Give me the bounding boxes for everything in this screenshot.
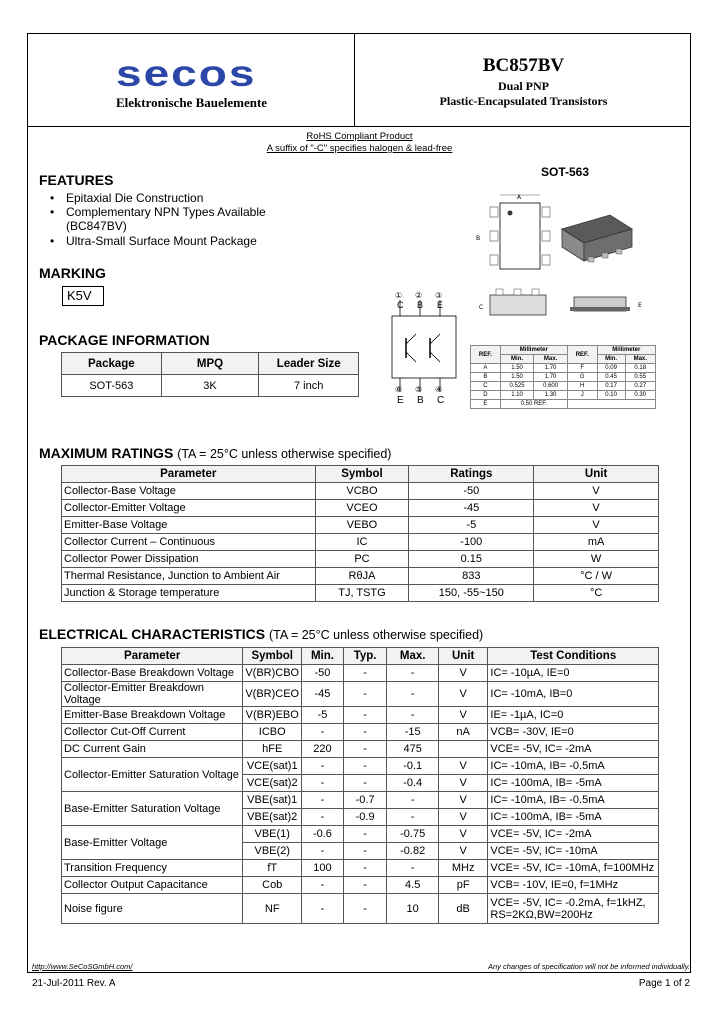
table-cell: VEBO xyxy=(315,517,409,534)
table-header: Parameter xyxy=(62,648,243,665)
table-cell: VBE(1) xyxy=(243,826,302,843)
table-cell: VBE(2) xyxy=(243,843,302,860)
table-cell: - xyxy=(302,792,344,809)
elec-char-title: ELECTRICAL CHARACTERISTICS (TA = 25°C unless otherwise specified) xyxy=(39,626,484,642)
dim-cell xyxy=(567,400,655,409)
table-row xyxy=(62,551,659,568)
table-cell: Collector Output Capacitance xyxy=(62,877,243,894)
table-row xyxy=(62,894,659,924)
pin-num: ③ xyxy=(435,291,443,300)
dim-cell: D xyxy=(471,391,501,400)
table-cell: VCE= -5V, IC= -10mA xyxy=(488,843,659,860)
table-header: Symbol xyxy=(243,648,302,665)
dim-cell: 1.70 xyxy=(534,364,568,373)
table-cell: °C xyxy=(534,585,659,602)
dim-sub: Min. xyxy=(597,355,625,364)
table-row xyxy=(62,758,659,775)
table-cell: - xyxy=(343,707,387,724)
table-cell: Collector Current – Continuous xyxy=(62,534,316,551)
table-cell: RθJA xyxy=(315,568,409,585)
dim-cell: 1.30 xyxy=(534,391,568,400)
table-cell: - xyxy=(387,665,439,682)
table-cell: Junction & Storage temperature xyxy=(62,585,316,602)
table-cell: Transition Frequency xyxy=(62,860,243,877)
table-cell: V(BR)CBO xyxy=(243,665,302,682)
table-row xyxy=(62,860,659,877)
table-cell: IE= -1µA, IC=0 xyxy=(488,707,659,724)
dim-cell: 0.55 xyxy=(625,373,655,382)
dim-header: REF. xyxy=(471,346,501,364)
pin-label: B xyxy=(417,300,424,310)
dim-cell: E xyxy=(471,400,501,409)
table-cell: IC= -100mA, IB= -5mA xyxy=(488,775,659,792)
dim-cell: 1.10 xyxy=(500,391,534,400)
table-cell: VCE(sat)1 xyxy=(243,758,302,775)
table-cell: -15 xyxy=(387,724,439,741)
table-cell: VCBO xyxy=(315,483,409,500)
dim-cell: 0.10 xyxy=(597,391,625,400)
table-header: Min. xyxy=(302,648,344,665)
package-outline-drawing xyxy=(470,185,690,325)
table-cell: - xyxy=(343,843,387,860)
table-cell: fT xyxy=(243,860,302,877)
table-cell: - xyxy=(343,741,387,758)
table-cell: TJ, TSTG xyxy=(315,585,409,602)
table-cell: - xyxy=(343,860,387,877)
table-cell: V(BR)CEO xyxy=(243,682,302,707)
table-cell: VCE= -5V, IC= -0.2mA, f=1kHZ, RS=2KΩ,BW=200Hz xyxy=(488,894,659,924)
table-cell: - xyxy=(387,707,439,724)
table-header: Typ. xyxy=(343,648,387,665)
table-cell: 10 xyxy=(387,894,439,924)
table-cell: 220 xyxy=(302,741,344,758)
table-cell: VCB= -30V, IE=0 xyxy=(488,724,659,741)
table-cell: IC= -10mA, IB=0 xyxy=(488,682,659,707)
table-cell: V xyxy=(438,826,487,843)
table-row xyxy=(62,792,659,809)
dim-cell: 1.50 xyxy=(500,373,534,382)
table-cell: V xyxy=(438,809,487,826)
table-row xyxy=(62,741,659,758)
dim-cell: 0.600 xyxy=(534,382,568,391)
table-cell: 3K xyxy=(161,375,259,397)
table-cell: MHz xyxy=(438,860,487,877)
part-subtitle-2: Plastic-Encapsulated Transistors xyxy=(439,94,608,108)
table-cell: -0.6 xyxy=(302,826,344,843)
table-header: Unit xyxy=(534,466,659,483)
table-row xyxy=(471,391,656,400)
table-cell: V xyxy=(438,843,487,860)
max-ratings-title: MAXIMUM RATINGS (TA = 25°C unless otherwise specified) xyxy=(39,445,392,461)
table-cell: Cob xyxy=(243,877,302,894)
table-cell: IC= -100mA, IB= -5mA xyxy=(488,809,659,826)
table-cell: -0.82 xyxy=(387,843,439,860)
table-cell: -5 xyxy=(409,517,534,534)
dim-cell: 1.70 xyxy=(534,373,568,382)
footer-url[interactable]: http://www.SeCoSGmbH.com/ xyxy=(32,962,133,971)
table-cell: - xyxy=(302,775,344,792)
table-row xyxy=(62,500,659,517)
elec-char-table xyxy=(61,647,659,924)
dim-cell: 0.30 xyxy=(625,391,655,400)
table-cell: - xyxy=(302,809,344,826)
table-cell: - xyxy=(343,877,387,894)
table-cell: 7 inch xyxy=(259,375,359,397)
table-cell: V xyxy=(534,517,659,534)
table-cell: dB xyxy=(438,894,487,924)
svg-text:A: A xyxy=(517,194,522,201)
table-cell: -50 xyxy=(302,665,344,682)
table-header: Package xyxy=(62,353,162,375)
footer-note: Any changes of specification will not be informed individually. xyxy=(487,962,690,971)
table-cell: VCE= -5V, IC= -2mA xyxy=(488,826,659,843)
table-cell: -5 xyxy=(302,707,344,724)
table-cell: V xyxy=(438,775,487,792)
header-divider xyxy=(28,126,691,127)
table-header: Symbol xyxy=(315,466,409,483)
table-header: Max. xyxy=(387,648,439,665)
table-cell: Collector Power Dissipation xyxy=(62,551,316,568)
dim-cell: 0.45 xyxy=(597,373,625,382)
table-cell: -50 xyxy=(409,483,534,500)
table-row xyxy=(62,517,659,534)
elec-char-condition: (TA = 25°C unless otherwise specified) xyxy=(268,628,484,642)
dim-sub: Min. xyxy=(500,355,534,364)
table-cell: SOT-563 xyxy=(62,375,162,397)
table-cell: Noise figure xyxy=(62,894,243,924)
table-row xyxy=(62,826,659,843)
dim-cell: B xyxy=(471,373,501,382)
table-cell: NF xyxy=(243,894,302,924)
table-cell: Thermal Resistance, Junction to Ambient Air xyxy=(62,568,316,585)
table-cell: VCE(sat)2 xyxy=(243,775,302,792)
table-cell: VCE= -5V, IC= -10mA, f=100MHz xyxy=(488,860,659,877)
table-cell: -0.7 xyxy=(343,792,387,809)
dim-cell: 1.50 xyxy=(500,364,534,373)
table-cell: - xyxy=(302,877,344,894)
table-cell: - xyxy=(343,665,387,682)
table-header: Unit xyxy=(438,648,487,665)
pin-num: ⑥ xyxy=(395,385,403,394)
table-cell: -45 xyxy=(409,500,534,517)
package-info-table xyxy=(61,352,359,397)
dimension-table xyxy=(470,345,656,409)
table-cell: - xyxy=(387,792,439,809)
table-cell: Emitter-Base Breakdown Voltage xyxy=(62,707,243,724)
feature-item: • Ultra-Small Surface Mount Package xyxy=(50,234,257,248)
table-cell: - xyxy=(387,860,439,877)
table-cell: IC= -10mA, IB= -0.5mA xyxy=(488,792,659,809)
svg-text:C: C xyxy=(479,304,484,311)
table-cell: IC xyxy=(315,534,409,551)
table-header: Ratings xyxy=(409,466,534,483)
dim-cell: 0.525 xyxy=(500,382,534,391)
company-logo: secos xyxy=(116,52,257,95)
pin-label: B xyxy=(417,395,424,406)
table-cell: Collector Cut-Off Current xyxy=(62,724,243,741)
table-cell: - xyxy=(387,809,439,826)
table-row xyxy=(471,382,656,391)
table-cell: V xyxy=(438,707,487,724)
table-cell: 4.5 xyxy=(387,877,439,894)
table-cell: - xyxy=(302,843,344,860)
table-row xyxy=(62,877,659,894)
table-row xyxy=(62,534,659,551)
table-cell: VCE= -5V, IC= -2mA xyxy=(488,741,659,758)
table-row xyxy=(62,483,659,500)
svg-text:B: B xyxy=(476,235,481,242)
dim-cell: G xyxy=(567,373,597,382)
table-cell: 100 xyxy=(302,860,344,877)
package-name: SOT-563 xyxy=(541,165,590,179)
pin-label: C xyxy=(397,300,404,310)
table-cell: VCEO xyxy=(315,500,409,517)
features-title: FEATURES xyxy=(39,172,114,188)
table-cell xyxy=(438,741,487,758)
dim-cell: 0.27 xyxy=(625,382,655,391)
table-row xyxy=(471,373,656,382)
table-cell: - xyxy=(302,724,344,741)
table-cell: mA xyxy=(534,534,659,551)
company-tagline: Elektronische Bauelemente xyxy=(116,95,268,110)
pin-num: ② xyxy=(415,291,423,300)
dim-cell: C xyxy=(471,382,501,391)
dim-cell: A xyxy=(471,364,501,373)
table-cell: V xyxy=(438,792,487,809)
table-cell: IC= -10mA, IB= -0.5mA xyxy=(488,758,659,775)
table-cell: V xyxy=(534,500,659,517)
pin-label: C xyxy=(437,395,445,406)
table-cell: V xyxy=(438,758,487,775)
dim-sub: Max. xyxy=(625,355,655,364)
table-header: Test Conditions xyxy=(488,648,659,665)
table-row xyxy=(62,707,659,724)
table-cell: - xyxy=(387,682,439,707)
table-row xyxy=(62,724,659,741)
dim-sub: Max. xyxy=(534,355,568,364)
dim-cell: 0.09 xyxy=(597,364,625,373)
part-subtitle-1: Dual PNP xyxy=(498,79,549,93)
pin-num: ④ xyxy=(435,385,443,394)
table-cell: nA xyxy=(438,724,487,741)
rohs-line-1: RoHS Compliant Product xyxy=(306,131,413,142)
feature-item: • Epitaxial Die Construction xyxy=(50,191,204,205)
table-cell: °C / W xyxy=(534,568,659,585)
table-cell: ICBO xyxy=(243,724,302,741)
dim-header: REF. xyxy=(567,346,597,364)
pin-label: E xyxy=(397,395,404,406)
table-row xyxy=(471,364,656,373)
table-cell: -0.75 xyxy=(387,826,439,843)
table-cell: -0.9 xyxy=(343,809,387,826)
table-cell: PC xyxy=(315,551,409,568)
marking-code: K5V xyxy=(62,286,104,306)
table-row xyxy=(471,400,656,409)
table-cell: -100 xyxy=(409,534,534,551)
pin-num: ⑤ xyxy=(415,385,423,394)
table-cell: hFE xyxy=(243,741,302,758)
feature-item: • Complementary NPN Types Available xyxy=(50,205,266,219)
table-cell: VCB= -10V, IE=0, f=1MHz xyxy=(488,877,659,894)
table-cell: DC Current Gain xyxy=(62,741,243,758)
max-ratings-table xyxy=(61,465,659,602)
table-cell: - xyxy=(343,826,387,843)
package-info-title: PACKAGE INFORMATION xyxy=(39,332,210,348)
table-cell: Collector-Base Breakdown Voltage xyxy=(62,665,243,682)
dim-header: Millimeter xyxy=(597,346,655,355)
table-cell: - xyxy=(343,724,387,741)
dim-cell: 0.17 xyxy=(597,382,625,391)
dim-cell: J xyxy=(567,391,597,400)
dim-cell: 0.50 REF. xyxy=(500,400,567,409)
dim-cell: 0.18 xyxy=(625,364,655,373)
table-cell: - xyxy=(302,758,344,775)
table-cell: Base-Emitter Saturation Voltage xyxy=(62,792,243,826)
table-cell: Collector-Emitter Breakdown Voltage xyxy=(62,682,243,707)
table-cell: Base-Emitter Voltage xyxy=(62,826,243,860)
table-cell: 833 xyxy=(409,568,534,585)
table-cell: Collector-Emitter Voltage xyxy=(62,500,316,517)
table-cell: -45 xyxy=(302,682,344,707)
pin-num: ① xyxy=(395,291,403,300)
table-cell: - xyxy=(343,775,387,792)
table-cell: 150, -55~150 xyxy=(409,585,534,602)
footer-page: Page 1 of 2 xyxy=(638,978,690,989)
feature-item: (BC847BV) xyxy=(66,219,127,233)
table-row xyxy=(62,568,659,585)
table-cell: VBE(sat)1 xyxy=(243,792,302,809)
table-cell: 475 xyxy=(387,741,439,758)
dim-cell: H xyxy=(567,382,597,391)
table-cell: -0.4 xyxy=(387,775,439,792)
table-cell: V xyxy=(438,665,487,682)
table-cell: VBE(sat)2 xyxy=(243,809,302,826)
table-row xyxy=(62,585,659,602)
table-cell: - xyxy=(343,682,387,707)
table-cell: V xyxy=(438,682,487,707)
table-cell: V(BR)EBO xyxy=(243,707,302,724)
table-cell: W xyxy=(534,551,659,568)
table-cell: IC= -10µA, IE=0 xyxy=(488,665,659,682)
table-cell: Collector-Emitter Saturation Voltage xyxy=(62,758,243,792)
table-row xyxy=(62,665,659,682)
rohs-line-2: A suffix of "-C" specifies halogen & lead-free xyxy=(266,143,453,154)
table-cell: - xyxy=(343,894,387,924)
table-header: Leader Size xyxy=(259,353,359,375)
table-cell: Emitter-Base Voltage xyxy=(62,517,316,534)
pin-label: E xyxy=(437,300,444,310)
footer-date: 21-Jul-2011 Rev. A xyxy=(32,978,116,989)
table-cell: -0.1 xyxy=(387,758,439,775)
svg-text:E: E xyxy=(638,302,642,309)
table-cell: pF xyxy=(438,877,487,894)
table-row xyxy=(62,682,659,707)
dim-cell: F xyxy=(567,364,597,373)
table-cell: - xyxy=(302,894,344,924)
table-header: Parameter xyxy=(62,466,316,483)
dim-header: Millimeter xyxy=(500,346,567,355)
table-cell: - xyxy=(343,758,387,775)
table-cell: Collector-Base Voltage xyxy=(62,483,316,500)
table-header: MPQ xyxy=(161,353,259,375)
table-cell: 0.15 xyxy=(409,551,534,568)
marking-title: MARKING xyxy=(39,265,106,281)
table-cell: V xyxy=(534,483,659,500)
max-ratings-condition: (TA = 25°C unless otherwise specified) xyxy=(177,447,392,461)
part-number: BC857BV xyxy=(482,55,565,76)
